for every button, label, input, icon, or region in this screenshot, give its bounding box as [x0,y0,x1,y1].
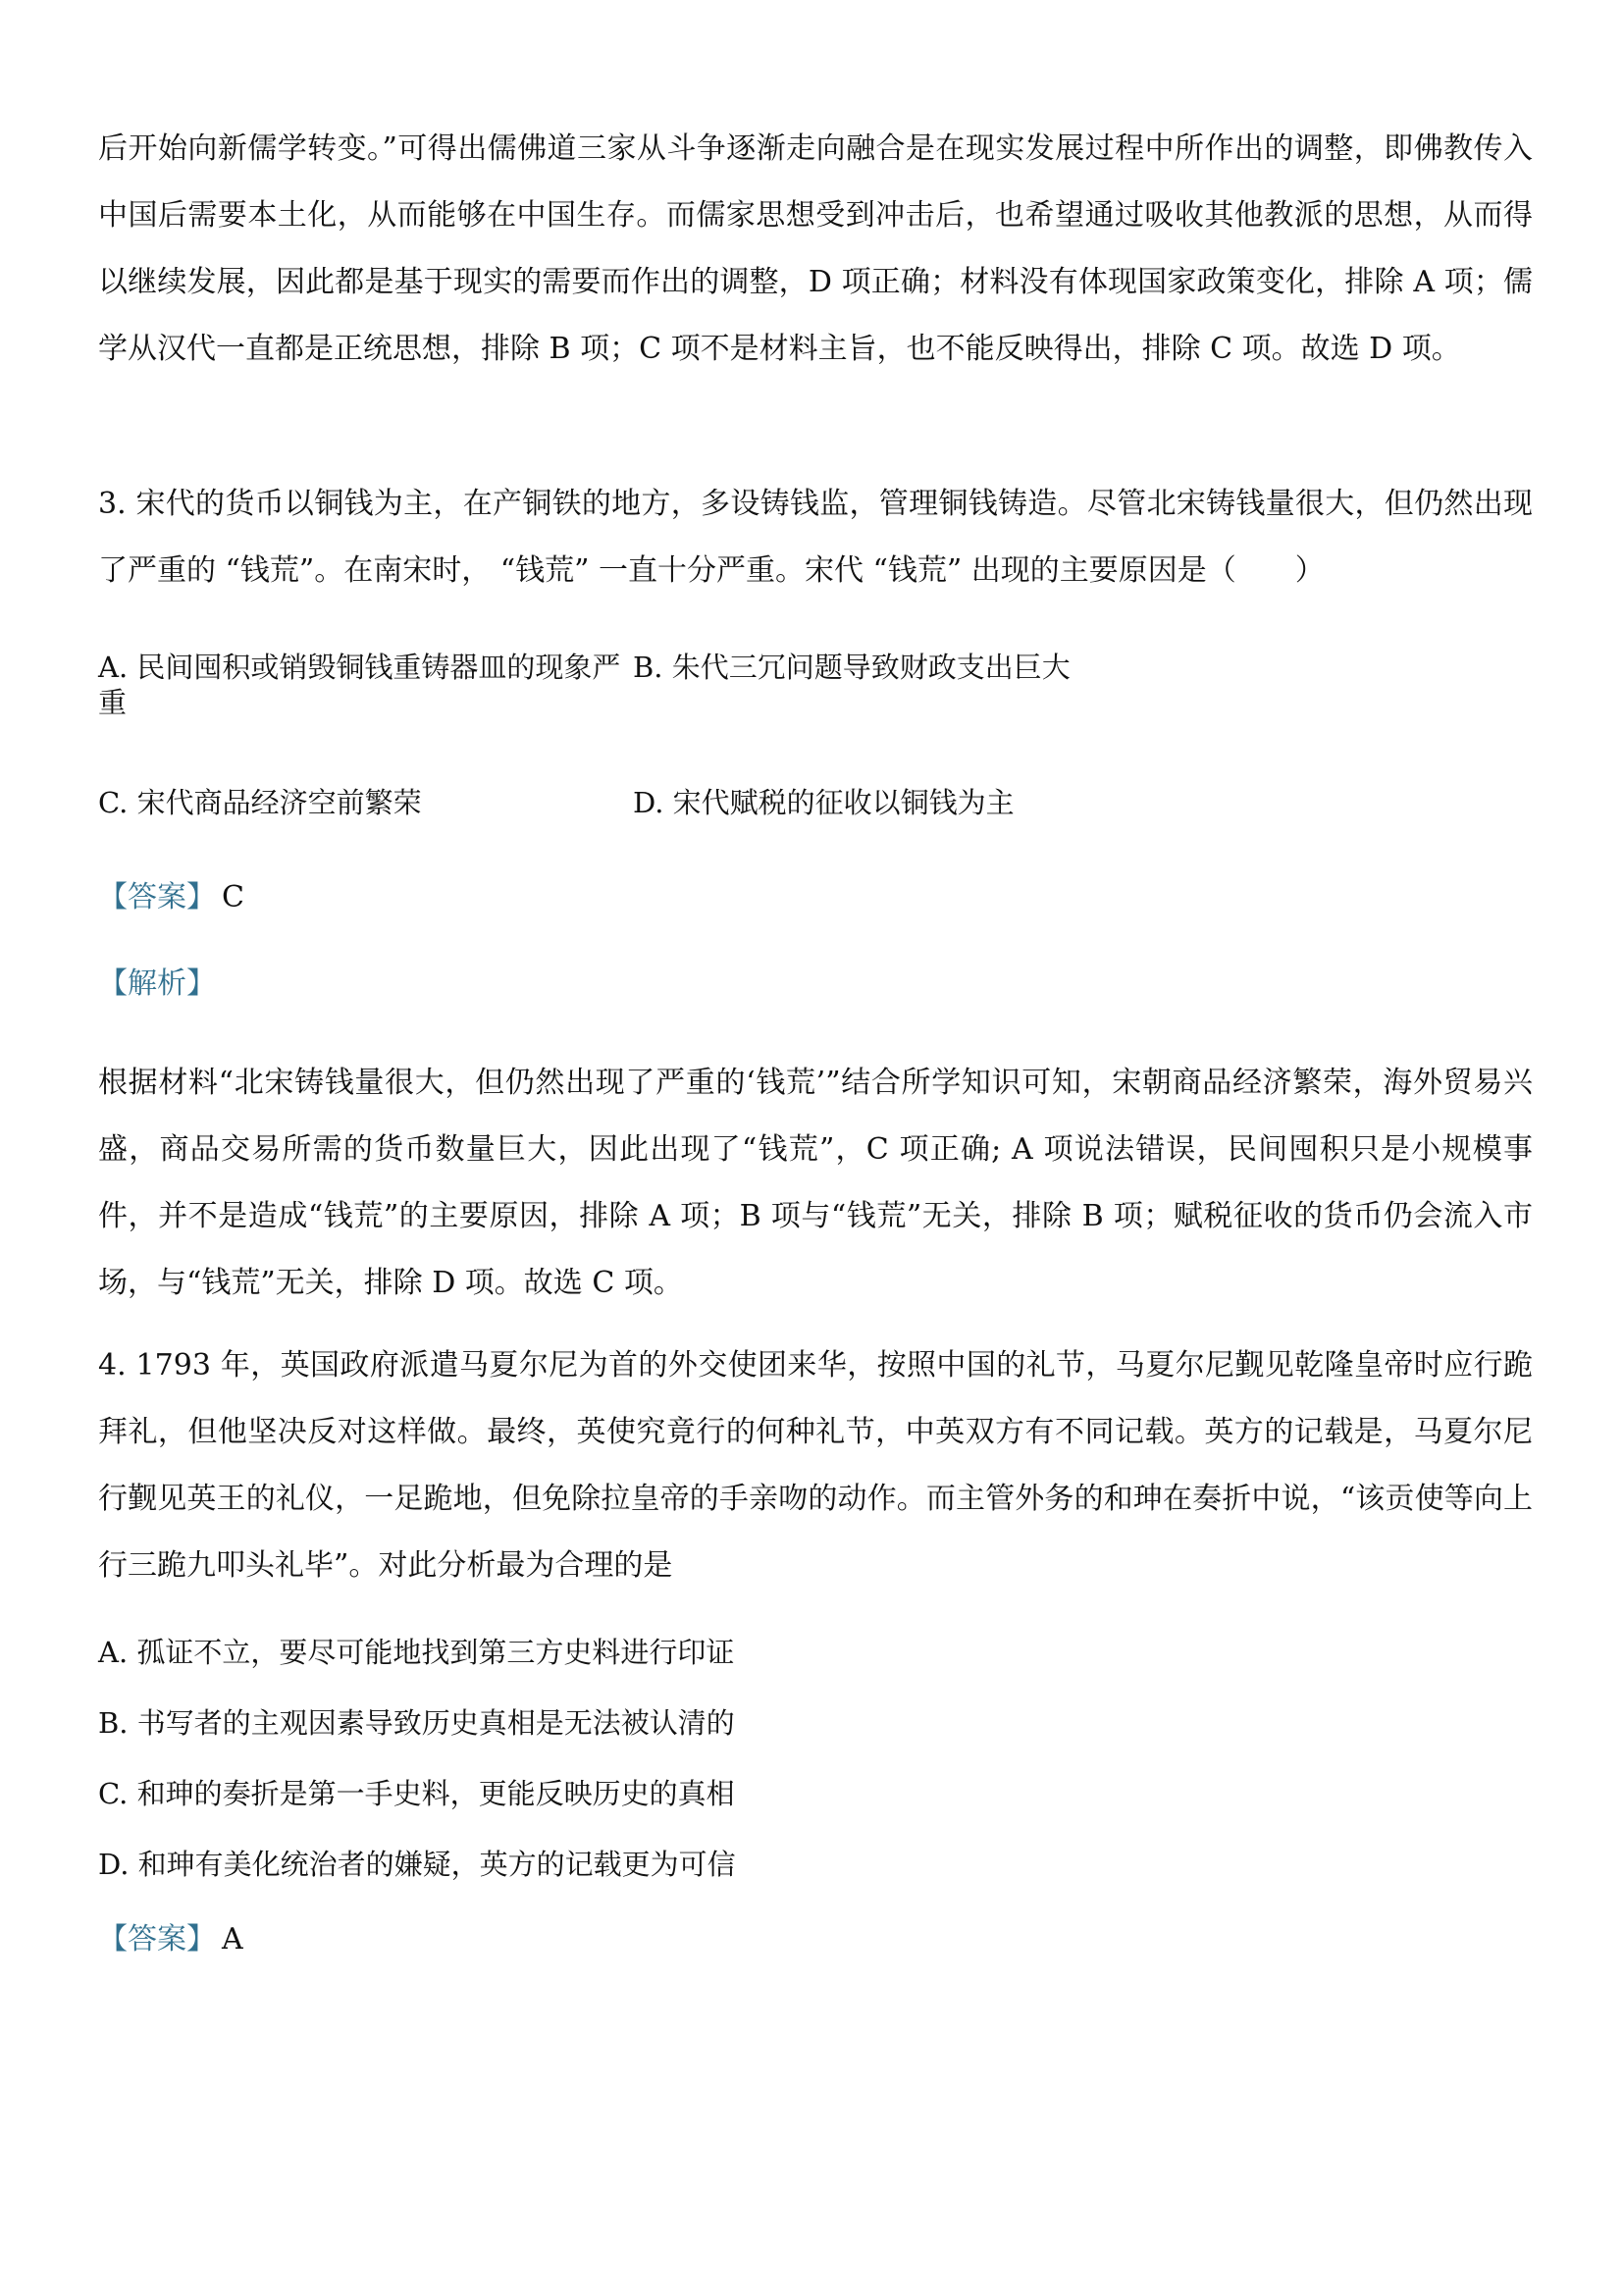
page-content [98,116,1533,1958]
question-3-option-c: C. 宋代商品经济空前繁荣 [98,786,422,819]
question-4-option-b: B. 书写者的主观因素导致历史真相是无法被认清的 [98,1706,735,1740]
question-3-stem: 3. 宋代的货币以铜钱为主，在产铜铁的地方，多设铸钱监，管理铜钱铸造。尽管北宋铸钱量很大，但仍然出现了严重的 “钱荒”。在南宋时， “钱荒” 一直十分严重。宋代 “钱荒” 出现的主要原因是（ ） [98,487,1533,588]
question-4-stem: 4. 1793 年，英国政府派遣马夏尔尼为首的外交使团来华，按照中国的礼节，马夏尔尼觐见乾隆皇帝时应行跪拜礼，但他坚决反对这样做。最终，英使究竟行的何种礼节，中英双方有不同记载。英方的记载是，马夏尔尼行觐见英王的礼仪，一足跪地，但免除拉皇帝的手亲吻的动作。而主管外务的和珅在奏折中说，“该贡使等向上行三跪九叩头礼毕”。对此分析最为合理的是 [98,1348,1533,1583]
question-4-option-c: C. 和珅的奏折是第一手史料，更能反映历史的真相 [98,1777,735,1810]
question-3-analysis-label-line [98,965,1533,1003]
question-3-option-d: D. 宋代赋税的征收以铜钱为主 [633,786,1015,819]
question-4-answer-value: A [222,1922,243,1957]
question-3-analysis-text: 根据材料“北宋铸钱量很大，但仍然出现了严重的‘钱荒’”结合所学知识可知，宋朝商品经济繁荣，海外贸易兴盛，商品交易所需的货币数量巨大，因此出现了“钱荒”，C 项正确; A 项说法错误，民间囤积只是小规模事件，并不是造成“钱荒”的主要原因，排除 A 项；B 项与“钱荒”无关，排除 B 项；赋税征收的货币仍会流入市场，与“钱荒”无关，排除 D 项。故选 C 项。 [98,1066,1533,1300]
question-3-answer-line [98,879,1533,916]
answer-label: 【答案】 [98,1922,216,1957]
question-3-options-row-1 [98,650,1533,720]
analysis-label: 【解析】 [98,966,216,1001]
answer-label: 【答案】 [98,880,216,914]
previous-question-explanation: 后开始向新儒学转变。”可得出儒佛道三家从斗争逐渐走向融合是在现实发展过程中所作出的调整，即佛教传入中国后需要本土化，从而能够在中国生存。而儒家思想受到冲击后，也希望通过吸收其他教派的思想，从而得以继续发展，因此都是基于现实的需要而作出的调整，D 项正确；材料没有体现国家政策变化，排除 A 项；儒学从汉代一直都是正统思想，排除 B 项；C 项不是材料主旨，也不能反映得出，排除 C 项。故选 D 项。 [98,131,1533,366]
question-3-answer-value: C [222,880,244,914]
question-4-option-d: D. 和珅有美化统治者的嫌疑，英方的记载更为可信 [98,1848,736,1881]
question-4-answer-line [98,1921,1533,1958]
question-3-option-a: A. 民间囤积或销毁铜钱重铸器皿的现象严重 [98,651,621,719]
question-4-option-a: A. 孤证不立，要尽可能地找到第三方史料进行印证 [98,1636,735,1669]
question-3-option-b: B. 朱代三冗问题导致财政支出巨大 [633,651,1071,684]
question-3-options-row-2 [98,785,1533,820]
